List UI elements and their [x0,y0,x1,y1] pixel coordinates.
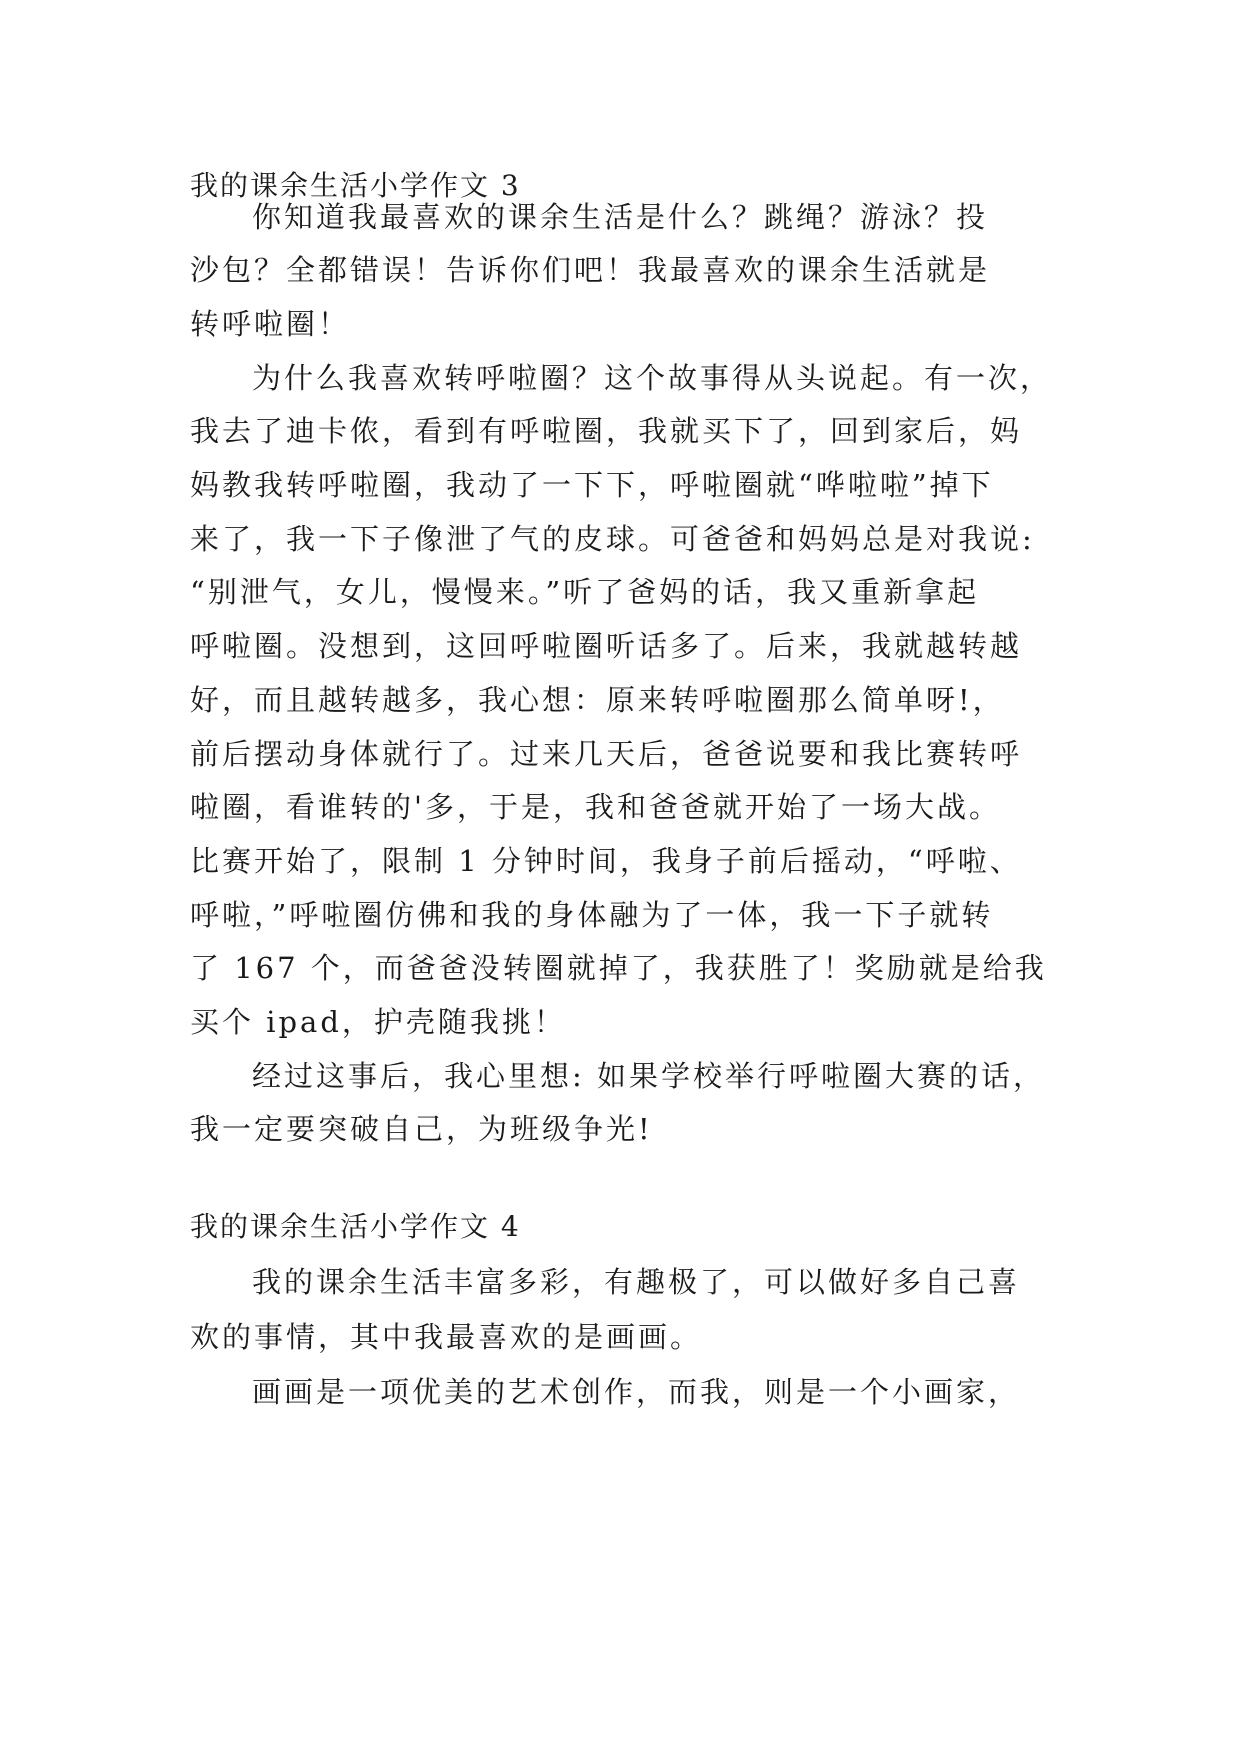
paragraph-line: 我的课余生活丰富多彩，有趣极了，可以做好多自己喜 [252,1265,1021,1299]
paragraph-line: 沙包？全都错误！告诉你们吧！我最喜欢的课余生活就是 [190,253,991,287]
paragraph-line: “别泄气，女儿，慢慢来。”听了爸妈的话，我又重新拿起 [190,575,980,609]
paragraph-line: 为什么我喜欢转呼啦圈？这个故事得从头说起。有一次， [252,361,1053,395]
paragraph-line: 你知道我最喜欢的课余生活是什么？跳绳？游泳？投 [252,200,989,234]
paragraph-line: 啦圈，看谁转的'多，于是，我和爸爸就开始了一场大战。 [190,790,1001,824]
paragraph-line: 呼啦圈。没想到，这回呼啦圈听话多了。后来，我就越转越 [190,629,1023,663]
paragraph-line: 了 167 个，而爸爸没转圈就掉了，我获胜了！奖励就是给我 [190,951,1047,985]
paragraph-line: 比赛开始了，限制 1 分钟时间，我身子前后摇动，“呼啦、 [190,844,1022,878]
paragraph-line: 欢的事情，其中我最喜欢的是画画。 [190,1320,703,1354]
paragraph-line: 前后摆动身体就行了。过来几天后，爸爸说要和我比赛转呼 [190,737,1023,771]
paragraph-line: 我去了迪卡侬，看到有呼啦圈，我就买下了，回到家后，妈 [190,414,1023,448]
paragraph-line: 我一定要突破自己，为班级争光! [190,1112,653,1146]
paragraph-line: 妈教我转呼啦圈，我动了一下下，呼啦圈就“哗啦啦”掉下 [190,468,994,502]
section-heading: 我的课余生活小学作文 3 [190,169,521,202]
paragraph-line: 呼啦，”呼啦圈仿佛和我的身体融为了一体，我一下子就转 [190,898,994,932]
paragraph-line: 买个 ipad，护壳随我挑！ [190,1005,566,1039]
paragraph-line: 画画是一项优美的艺术创作，而我，则是一个小画家， [252,1375,1021,1409]
paragraph-line: 转呼啦圈！ [190,307,351,341]
paragraph-line: 来了，我一下子像泄了气的皮球。可爸爸和妈妈总是对我说: [190,522,1035,556]
paragraph-line: 经过这事后，我心里想: 如果学校举行呼啦圈大赛的话， [252,1059,1045,1093]
section-heading: 我的课余生活小学作文 4 [190,1210,521,1243]
paragraph-line: 好，而且越转越多，我心想：原来转呼啦圈那么简单呀!， [190,683,1005,717]
